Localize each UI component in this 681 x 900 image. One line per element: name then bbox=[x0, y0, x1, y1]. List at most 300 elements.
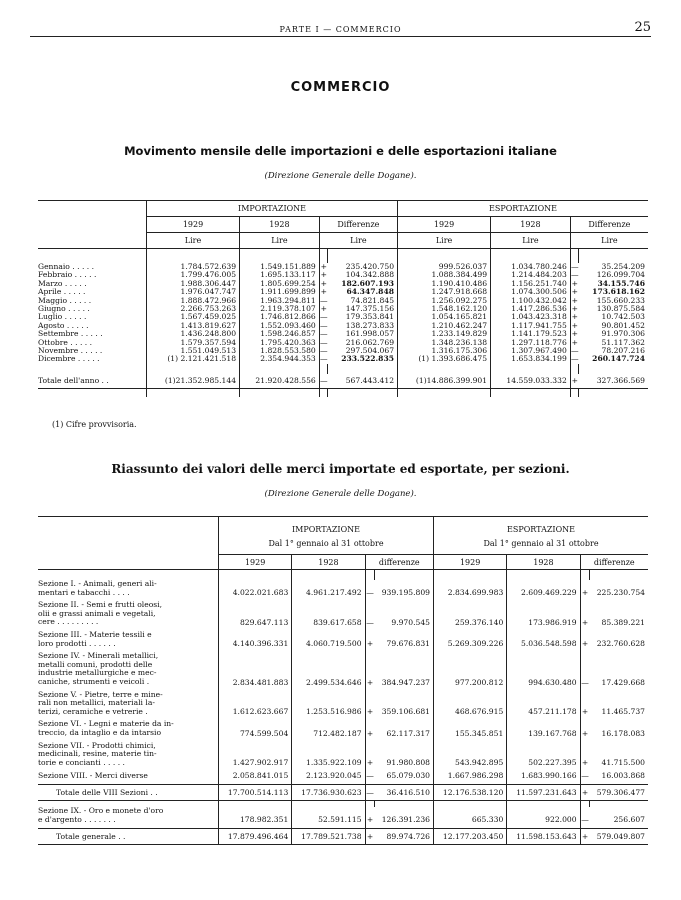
table2-group-header-row bbox=[38, 517, 648, 537]
import-diff-value: 65.079.030 bbox=[386, 771, 431, 781]
section-label-line: torie e concianti . . . . . bbox=[38, 757, 125, 767]
section-row bbox=[38, 631, 648, 652]
spacer-cell bbox=[38, 389, 147, 398]
import-diff-value: 179.353.841 bbox=[345, 312, 395, 322]
spacer-cell bbox=[398, 249, 491, 264]
section-row bbox=[38, 652, 648, 690]
table1-unit: Lire bbox=[147, 233, 240, 249]
import-1928-value: 2.354.944.353 bbox=[240, 355, 320, 363]
export-diff-sign: + bbox=[571, 312, 578, 322]
spacer-cell bbox=[38, 249, 147, 264]
export-diff-value: 16.003.868 bbox=[601, 771, 645, 781]
export-diff-sign: — bbox=[580, 807, 590, 829]
spacer-cell bbox=[491, 389, 571, 398]
table2-title: Riassunto dei valori delle merci importate ed esportate, per sezioni. bbox=[111, 462, 570, 476]
spacer-cell bbox=[398, 364, 491, 374]
export-diff-sign: + bbox=[571, 295, 578, 305]
spacer-cell bbox=[219, 570, 292, 581]
export-diff-value: 260.147.724 bbox=[592, 354, 645, 364]
section-label bbox=[38, 785, 219, 801]
spacer-cell bbox=[292, 570, 365, 581]
spacer-cell bbox=[507, 570, 580, 581]
import-diff-sign: + bbox=[365, 631, 375, 652]
table1-footnote: (1) Cifre provvisoria. bbox=[52, 420, 137, 429]
export-1928-value: 11.597.231.643 bbox=[507, 785, 580, 801]
section-label-line: olii e grassi animali e vegetali, bbox=[38, 608, 156, 618]
import-diff-value: 89.974.726 bbox=[386, 832, 431, 842]
spacer-cell bbox=[328, 364, 398, 374]
export-diff-sign: + bbox=[571, 304, 578, 314]
export-diff-sign: + bbox=[571, 320, 578, 330]
section-label-line: Sezione II. - Semi e frutti oleosi, bbox=[38, 600, 163, 610]
export-diff-sign: + bbox=[580, 785, 590, 801]
section-label-line: mentari e tabacchi . . . . bbox=[38, 587, 130, 597]
export-1928-value: 994.630.480 bbox=[507, 652, 580, 690]
import-1928-value: 17.789.521.738 bbox=[292, 829, 365, 845]
import-diff-sign: + bbox=[320, 287, 327, 297]
spacer-cell bbox=[579, 249, 648, 264]
table2-col-export-1928: 1928 bbox=[507, 555, 580, 570]
import-diff-value: 104.342.888 bbox=[345, 270, 395, 280]
table1-group-export: ESPORTAZIONE bbox=[398, 201, 648, 217]
month-label: Dicembre . . . . . bbox=[38, 354, 100, 364]
export-diff-sign: + bbox=[580, 580, 590, 601]
spacer-cell bbox=[240, 249, 320, 264]
section-label-line: Sezione VI. - Legni e materie da in- bbox=[38, 719, 174, 729]
import-1929-value: 1.551.049.513 bbox=[147, 347, 240, 355]
import-1929-value: 2.058.841.015 bbox=[219, 771, 292, 785]
section-row bbox=[38, 580, 648, 601]
import-diff-sign: — bbox=[319, 346, 328, 356]
spacer-cell bbox=[365, 570, 375, 581]
export-1929-value: 1.247.918.668 bbox=[398, 288, 491, 296]
section-row bbox=[38, 771, 648, 785]
export-diff-value: 35.254.209 bbox=[601, 262, 645, 271]
export-1928-value: 11.598.153.643 bbox=[507, 829, 580, 845]
table1-col-import-1929: 1929 bbox=[147, 217, 240, 233]
export-1928-value: 502.227.395 bbox=[507, 742, 580, 772]
import-diff-sign: — bbox=[365, 771, 375, 785]
import-1929-value: 1.799.476.005 bbox=[147, 271, 240, 279]
export-diff-value: 85.389.221 bbox=[601, 617, 645, 627]
section-label bbox=[38, 742, 219, 772]
table1-corner bbox=[38, 201, 147, 249]
export-diff-sign: + bbox=[580, 742, 590, 772]
import-diff-value: 91.980.808 bbox=[386, 758, 431, 768]
running-head bbox=[30, 20, 651, 37]
import-diff-value: 567.443.412 bbox=[345, 375, 395, 385]
table2-period-export: Dal 1° gennaio al 31 ottobre bbox=[434, 536, 648, 555]
export-1929-value: 1.210.462.247 bbox=[398, 322, 491, 330]
section-label-line: Sezione I. - Animali, generi ali- bbox=[38, 579, 157, 588]
export-1929-value: 1.348.236.138 bbox=[398, 339, 491, 347]
section-label bbox=[38, 829, 219, 845]
import-1928-value: 4.060.719.500 bbox=[292, 631, 365, 652]
section-label-line: Sezione VII. - Prodotti chimici, bbox=[38, 740, 156, 750]
table2-col-import-1928: 1928 bbox=[292, 555, 365, 570]
export-diff-sign: + bbox=[571, 337, 578, 347]
import-1928-value: 1.963.294.811 bbox=[240, 297, 320, 305]
import-diff-value: 79.676.831 bbox=[386, 639, 431, 649]
import-diff-sign: + bbox=[365, 829, 375, 845]
import-diff-value: 161.998.057 bbox=[345, 329, 395, 339]
export-1929-value: (1) 1.393.686.475 bbox=[398, 355, 491, 363]
section-label-line: cere . . . . . . . . . bbox=[38, 617, 99, 627]
export-1929-value: 12.176.538.120 bbox=[434, 785, 507, 801]
section-label bbox=[38, 601, 219, 631]
import-1928-value: 1.598.246.857 bbox=[240, 330, 320, 338]
import-1929-value: 1.436.248.800 bbox=[147, 330, 240, 338]
section-label-line: terizi, ceramiche e vetrerie . bbox=[38, 706, 148, 716]
export-diff-value: 225.230.754 bbox=[596, 588, 645, 598]
import-1928-value: 2.119.378.107 bbox=[240, 305, 320, 313]
month-label: Aprile . . . . . bbox=[38, 287, 86, 297]
export-diff-value: 232.760.628 bbox=[596, 639, 645, 649]
section-label-line: Sezione IV. - Minerali metallici, bbox=[38, 651, 159, 661]
total-year-row bbox=[38, 374, 648, 389]
month-row bbox=[38, 355, 648, 363]
export-diff-sign: + bbox=[580, 720, 590, 741]
table2-col-export-diff: differenze bbox=[580, 555, 648, 570]
import-diff-sign: — bbox=[365, 580, 375, 601]
import-1928-value: 1.695.133.117 bbox=[240, 271, 320, 279]
section-row bbox=[38, 742, 648, 772]
import-1928-value: 1.828.553.580 bbox=[240, 347, 320, 355]
import-diff-sign: — bbox=[319, 312, 328, 322]
export-1928-value: 1.156.251.740 bbox=[491, 280, 571, 288]
import-diff-value: 384.947.237 bbox=[381, 677, 431, 687]
spacer-cell bbox=[375, 570, 434, 581]
import-diff-value: 62.117.317 bbox=[386, 728, 431, 738]
import-1929-value: 1.888.472.966 bbox=[147, 297, 240, 305]
export-diff-sign: — bbox=[580, 652, 590, 690]
export-1929-value: 12.177.203.450 bbox=[434, 829, 507, 845]
import-1929-value: 178.982.351 bbox=[219, 807, 292, 829]
import-1928-value: 712.482.187 bbox=[292, 720, 365, 741]
spacer-cell bbox=[319, 389, 328, 398]
export-1929-value: 1.316.175.306 bbox=[398, 347, 491, 355]
section-label bbox=[38, 580, 219, 601]
spacer-cell bbox=[147, 389, 240, 398]
export-diff-sign: + bbox=[571, 329, 578, 339]
month-label: Ottobre . . . . . bbox=[38, 337, 93, 347]
import-diff-sign: + bbox=[365, 742, 375, 772]
month-label: Giugno . . . . . bbox=[38, 304, 90, 314]
import-1928-value: 52.591.115 bbox=[292, 807, 365, 829]
spacer-cell bbox=[491, 249, 571, 264]
table1-group-import: IMPORTAZIONE bbox=[147, 201, 398, 217]
export-diff-sign: + bbox=[571, 278, 578, 288]
import-1928-value: 21.920.428.556 bbox=[240, 374, 320, 389]
spacer-cell bbox=[398, 389, 491, 398]
export-1929-value: 543.942.895 bbox=[434, 742, 507, 772]
import-1929-value: 1.567.459.025 bbox=[147, 313, 240, 321]
import-1929-value: (1)21.352.985.144 bbox=[147, 374, 240, 389]
section-row bbox=[38, 601, 648, 631]
import-1929-value: 1.612.623.667 bbox=[219, 691, 292, 721]
table2-group-import: IMPORTAZIONE bbox=[219, 517, 434, 537]
section-label-line: caniche, strumenti e veicoli . bbox=[38, 676, 150, 686]
spacer-cell bbox=[491, 364, 571, 374]
export-1928-value: 139.167.768 bbox=[507, 720, 580, 741]
import-diff-sign: — bbox=[319, 295, 328, 305]
export-1929-value: 1.233.149.829 bbox=[398, 330, 491, 338]
export-1928-value: 1.653.834.199 bbox=[491, 355, 571, 363]
import-1929-value: 1.413.819.627 bbox=[147, 322, 240, 330]
section-label-line: Totale generale . . bbox=[56, 831, 126, 841]
section-label-line: Sezione V. - Pietre, terre e mine- bbox=[38, 689, 163, 699]
export-1929-value: 1.088.384.499 bbox=[398, 271, 491, 279]
month-label: Agosto . . . . . bbox=[38, 320, 89, 330]
export-1928-value: 5.036.548.598 bbox=[507, 631, 580, 652]
import-1929-value: 1.579.357.594 bbox=[147, 339, 240, 347]
table1-subtitle: (Direzione Generale delle Dogane). bbox=[264, 171, 417, 181]
import-diff-value: 359.106.681 bbox=[381, 707, 431, 717]
import-1929-value: 774.599.504 bbox=[219, 720, 292, 741]
section-label bbox=[38, 720, 219, 741]
spacer-cell bbox=[147, 364, 240, 374]
import-1928-value: 1.253.516.986 bbox=[292, 691, 365, 721]
export-diff-value: 155.660.233 bbox=[596, 295, 645, 305]
spacer-cell bbox=[579, 389, 648, 398]
export-diff-value: 256.607 bbox=[613, 815, 645, 825]
spacer-cell bbox=[319, 249, 328, 264]
import-diff-sign: + bbox=[365, 720, 375, 741]
export-1928-value: 2.609.469.229 bbox=[507, 580, 580, 601]
month-label: Maggio . . . . . bbox=[38, 295, 92, 305]
table1-group-header-row bbox=[38, 201, 648, 217]
section-label-line: e d'argento . . . . . . . bbox=[38, 814, 116, 824]
table1-title: Movimento mensile delle importazioni e delle esportazioni italiane bbox=[124, 144, 557, 158]
month-label: Luglio . . . . . bbox=[38, 312, 87, 322]
import-diff-value: 182.607.193 bbox=[341, 278, 395, 288]
section-label bbox=[38, 631, 219, 652]
table1-unit: Lire bbox=[398, 233, 491, 249]
table2-corner bbox=[38, 517, 219, 570]
export-diff-sign: + bbox=[580, 691, 590, 721]
import-diff-value: 126.391.236 bbox=[381, 815, 431, 825]
export-1929-value: 2.834.699.983 bbox=[434, 580, 507, 601]
import-1929-value: 829.647.113 bbox=[219, 601, 292, 631]
import-diff-value: 147.375.156 bbox=[345, 304, 395, 314]
export-1928-value: 1.034.780.246 bbox=[491, 263, 571, 271]
export-diff-sign: — bbox=[571, 346, 579, 356]
import-1928-value: 2.499.534.646 bbox=[292, 652, 365, 690]
import-1929-value: 2.266.753.263 bbox=[147, 305, 240, 313]
spacer-cell bbox=[147, 249, 240, 264]
export-diff-value: 126.099.704 bbox=[596, 270, 645, 280]
table1-col-export-1929: 1929 bbox=[398, 217, 491, 233]
export-1929-value: 468.676.915 bbox=[434, 691, 507, 721]
section-label-line: industrie metallurgiche e mec- bbox=[38, 668, 157, 678]
table1-spacer-row bbox=[38, 249, 648, 264]
month-label: Gennaio . . . . . bbox=[38, 262, 95, 271]
table2-col-import-1929: 1929 bbox=[219, 555, 292, 570]
export-1928-value: 1.074.300.506 bbox=[491, 288, 571, 296]
export-diff-value: 579.049.807 bbox=[596, 832, 645, 842]
import-1928-value: 1.805.699.254 bbox=[240, 280, 320, 288]
import-diff-sign: — bbox=[319, 354, 328, 364]
spacer-cell bbox=[434, 570, 507, 581]
export-1929-value: 1.256.092.275 bbox=[398, 297, 491, 305]
import-diff-value: 216.062.769 bbox=[345, 337, 395, 347]
export-diff-value: 90.801.452 bbox=[601, 320, 645, 330]
export-1928-value: 173.986.919 bbox=[507, 601, 580, 631]
export-diff-value: 17.429.668 bbox=[601, 677, 645, 687]
export-diff-value: 91.970.306 bbox=[601, 329, 645, 339]
running-head-title: PARTE I — COMMERCIO bbox=[279, 25, 402, 34]
export-diff-value: 41.715.500 bbox=[601, 758, 645, 768]
table1-col-export-1928: 1928 bbox=[491, 217, 571, 233]
spacer-cell bbox=[328, 389, 398, 398]
import-1928-value: 4.961.217.492 bbox=[292, 580, 365, 601]
import-1928-value: 839.617.658 bbox=[292, 601, 365, 631]
export-1928-value: 1.683.990.166 bbox=[507, 771, 580, 785]
table1-end-row bbox=[38, 389, 648, 398]
section-row bbox=[38, 691, 648, 721]
spacer-cell bbox=[240, 389, 320, 398]
table2-period-import: Dal 1° gennaio al 31 ottobre bbox=[219, 536, 434, 555]
export-diff-sign: — bbox=[571, 262, 579, 271]
export-1929-value: 5.269.309.226 bbox=[434, 631, 507, 652]
month-label: Novembre . . . . . bbox=[38, 346, 103, 356]
import-1929-value: 4.140.396.331 bbox=[219, 631, 292, 652]
section-label-line: loro prodotti . . . . . . bbox=[38, 638, 116, 648]
section-label bbox=[38, 691, 219, 721]
spacer-cell bbox=[38, 364, 147, 374]
export-1928-value: 1.043.423.318 bbox=[491, 313, 571, 321]
import-diff-value: 297.504.067 bbox=[345, 346, 395, 356]
section-label-line: medicinali, resine, materie tin- bbox=[38, 749, 157, 759]
import-diff-sign: — bbox=[365, 785, 375, 801]
export-diff-value: 78.207.216 bbox=[601, 346, 645, 356]
import-diff-sign: — bbox=[319, 374, 328, 389]
import-diff-sign: — bbox=[319, 337, 328, 347]
table2-subtitle: (Direzione Generale delle Dogane). bbox=[264, 489, 417, 499]
export-1928-value: 922.000 bbox=[507, 807, 580, 829]
section-label-line: metalli comuni, prodotti delle bbox=[38, 659, 153, 669]
export-diff-sign: + bbox=[580, 829, 590, 845]
import-1928-value: 1.549.151.889 bbox=[240, 263, 320, 271]
export-diff-sign: + bbox=[570, 374, 579, 389]
import-1928-value: 1.335.922.109 bbox=[292, 742, 365, 772]
export-1929-value: 1.190.410.486 bbox=[398, 280, 491, 288]
import-1929-value: 2.834.481.883 bbox=[219, 652, 292, 690]
export-1928-value: 1.214.484.203 bbox=[491, 271, 571, 279]
grand-total-row bbox=[38, 829, 648, 845]
import-1929-value: 1.988.306.447 bbox=[147, 280, 240, 288]
import-1929-value: 1.427.902.917 bbox=[219, 742, 292, 772]
export-diff-value: 130.875.584 bbox=[596, 304, 645, 314]
import-1928-value: 1.911.699.899 bbox=[240, 288, 320, 296]
export-diff-sign: + bbox=[580, 631, 590, 652]
import-1929-value: 17.879.496.464 bbox=[219, 829, 292, 845]
export-diff-sign: — bbox=[580, 771, 590, 785]
export-1928-value: 1.117.941.755 bbox=[491, 322, 571, 330]
table2-col-export-1929: 1929 bbox=[434, 555, 507, 570]
section-label-line: Sezione III. - Materie tessili e bbox=[38, 629, 152, 639]
export-1929-value: 1.054.165.821 bbox=[398, 313, 491, 321]
import-1929-value: 1.784.572.639 bbox=[147, 263, 240, 271]
section-label-line: Sezione IX. - Oro e monete d'oro bbox=[38, 806, 164, 816]
export-diff-sign: — bbox=[571, 354, 579, 364]
total-year-label: Totale dell'anno . . bbox=[38, 375, 109, 385]
import-diff-value: 233.522.835 bbox=[341, 354, 395, 364]
import-1929-value: (1) 2.121.421.518 bbox=[147, 355, 240, 363]
export-diff-value: 16.178.083 bbox=[601, 728, 645, 738]
section-label-line: Sezione VIII. - Merci diverse bbox=[38, 770, 148, 780]
import-1929-value: 17.700.514.113 bbox=[219, 785, 292, 801]
section-label bbox=[38, 652, 219, 690]
export-1928-value: 1.307.967.490 bbox=[491, 347, 571, 355]
table1-col-export-diff: Differenze bbox=[570, 217, 648, 233]
export-1928-value: 1.297.118.776 bbox=[491, 339, 571, 347]
export-1928-value: 1.100.432.042 bbox=[491, 297, 571, 305]
export-1928-value: 1.417.286.536 bbox=[491, 305, 571, 313]
import-diff-sign: + bbox=[320, 278, 327, 288]
export-1929-value: 259.376.140 bbox=[434, 601, 507, 631]
import-1929-value: 1.976.047.747 bbox=[147, 288, 240, 296]
export-1929-value: 1.548.162.120 bbox=[398, 305, 491, 313]
export-diff-value: 51.117.362 bbox=[601, 337, 645, 347]
spacer-cell bbox=[570, 249, 579, 264]
export-diff-value: 11.465.737 bbox=[601, 707, 645, 717]
table1-unit: Lire bbox=[491, 233, 571, 249]
month-label: Marzo . . . . . bbox=[38, 278, 87, 288]
export-diff-value: 10.742.503 bbox=[601, 312, 645, 322]
subtotal-row bbox=[38, 785, 648, 801]
section-row bbox=[38, 720, 648, 741]
table1-col-import-1928: 1928 bbox=[240, 217, 320, 233]
import-1928-value: 1.746.812.866 bbox=[240, 313, 320, 321]
import-diff-value: 939.195.809 bbox=[381, 588, 431, 598]
table2-group-export: ESPORTAZIONE bbox=[434, 517, 648, 537]
page-number: 25 bbox=[634, 20, 651, 35]
spacer-cell bbox=[579, 364, 648, 374]
export-1929-value: 665.330 bbox=[434, 807, 507, 829]
section-label-line: rali non metallici, materiali la- bbox=[38, 698, 155, 708]
import-diff-value: 36.416.510 bbox=[386, 788, 431, 798]
import-diff-sign: + bbox=[365, 807, 375, 829]
export-1929-value: 1.667.986.298 bbox=[434, 771, 507, 785]
import-1928-value: 17.736.930.623 bbox=[292, 785, 365, 801]
table2-col-import-diff: differenze bbox=[365, 555, 433, 570]
export-1928-value: 1.141.179.523 bbox=[491, 330, 571, 338]
export-1929-value: 155.345.851 bbox=[434, 720, 507, 741]
import-1928-value: 1.552.093.460 bbox=[240, 322, 320, 330]
import-diff-sign: + bbox=[320, 262, 327, 271]
section-label-line: treccio, da intaglio e da intarsio bbox=[38, 727, 162, 737]
import-diff-sign: + bbox=[365, 691, 375, 721]
import-diff-value: 138.273.833 bbox=[345, 320, 395, 330]
month-label: Settembre . . . . . bbox=[38, 329, 103, 339]
export-1929-value: 999.526.037 bbox=[398, 263, 491, 271]
spacer-cell bbox=[328, 249, 398, 264]
export-diff-value: 327.366.569 bbox=[596, 375, 645, 385]
gold-row bbox=[38, 807, 648, 829]
spacer-cell bbox=[240, 364, 320, 374]
section-label bbox=[38, 771, 219, 785]
section-label bbox=[38, 807, 219, 829]
import-diff-sign: — bbox=[319, 329, 328, 339]
import-diff-sign: — bbox=[365, 601, 375, 631]
import-diff-sign: + bbox=[320, 270, 327, 280]
import-diff-value: 9.970.545 bbox=[391, 617, 431, 627]
import-1929-value: 4.022.021.683 bbox=[219, 580, 292, 601]
import-diff-sign: — bbox=[319, 320, 328, 330]
month-label: Febbraio . . . . . bbox=[38, 270, 97, 280]
import-diff-value: 235.420.750 bbox=[345, 262, 395, 271]
